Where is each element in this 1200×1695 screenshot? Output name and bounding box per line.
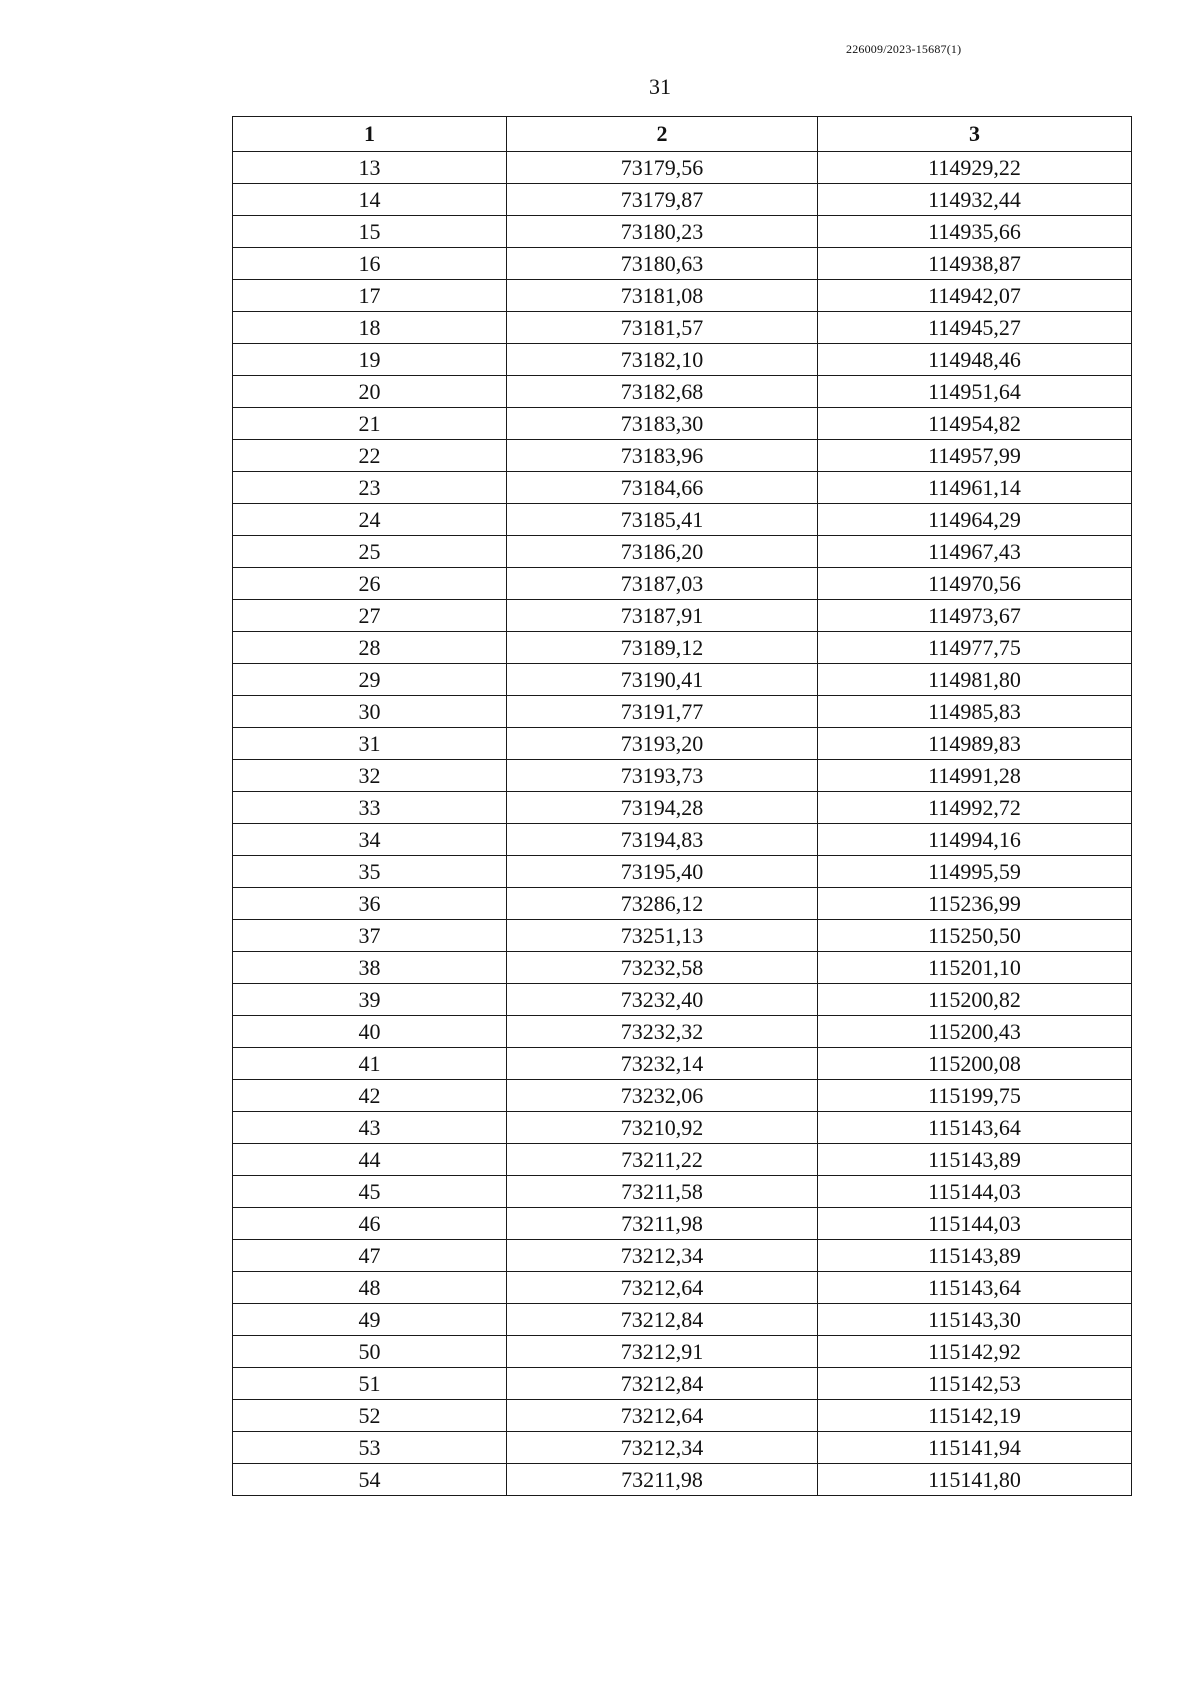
- table-row: [233, 1464, 1132, 1496]
- table-cell-col-1: 40: [233, 1016, 507, 1048]
- table-cell-col-3: 115143,30: [818, 1304, 1132, 1336]
- table-row: [233, 152, 1132, 184]
- table-cell-col-1: 44: [233, 1144, 507, 1176]
- table-cell-col-1: 24: [233, 504, 507, 536]
- table-cell-col-2: 73191,77: [507, 696, 818, 728]
- table-row: [233, 888, 1132, 920]
- table-cell-col-2: 73232,58: [507, 952, 818, 984]
- table-cell-col-2: 73180,63: [507, 248, 818, 280]
- table-cell-col-3: 115141,94: [818, 1432, 1132, 1464]
- table-cell-col-3: 114989,83: [818, 728, 1132, 760]
- coordinates-table-container: [232, 116, 1131, 1496]
- table-cell-col-1: 50: [233, 1336, 507, 1368]
- table-cell-col-1: 53: [233, 1432, 507, 1464]
- table-cell-col-3: 114970,56: [818, 568, 1132, 600]
- table-cell-col-2: 73212,91: [507, 1336, 818, 1368]
- table-cell-col-2: 73212,64: [507, 1272, 818, 1304]
- table-row: [233, 760, 1132, 792]
- table-row: [233, 856, 1132, 888]
- table-cell-col-2: 73212,64: [507, 1400, 818, 1432]
- table-cell-col-1: 47: [233, 1240, 507, 1272]
- table-cell-col-2: 73187,03: [507, 568, 818, 600]
- table-cell-col-1: 20: [233, 376, 507, 408]
- table-row: [233, 216, 1132, 248]
- table-cell-col-2: 73179,56: [507, 152, 818, 184]
- table-cell-col-2: 73232,32: [507, 1016, 818, 1048]
- table-cell-col-2: 73286,12: [507, 888, 818, 920]
- table-cell-col-1: 45: [233, 1176, 507, 1208]
- table-cell-col-3: 114957,99: [818, 440, 1132, 472]
- table-cell-col-3: 114964,29: [818, 504, 1132, 536]
- table-cell-col-1: 15: [233, 216, 507, 248]
- table-cell-col-1: 54: [233, 1464, 507, 1496]
- table-row: [233, 824, 1132, 856]
- table-cell-col-2: 73232,14: [507, 1048, 818, 1080]
- table-cell-col-3: 115143,64: [818, 1112, 1132, 1144]
- table-row: [233, 1048, 1132, 1080]
- table-cell-col-3: 114992,72: [818, 792, 1132, 824]
- table-cell-col-3: 114954,82: [818, 408, 1132, 440]
- table-cell-col-3: 115200,43: [818, 1016, 1132, 1048]
- table-row: [233, 344, 1132, 376]
- table-cell-col-1: 38: [233, 952, 507, 984]
- table-row: [233, 248, 1132, 280]
- table-cell-col-3: 114961,14: [818, 472, 1132, 504]
- table-cell-col-2: 73211,98: [507, 1464, 818, 1496]
- table-row: [233, 1144, 1132, 1176]
- table-cell-col-2: 73232,06: [507, 1080, 818, 1112]
- table-cell-col-2: 73185,41: [507, 504, 818, 536]
- table-cell-col-2: 73251,13: [507, 920, 818, 952]
- table-cell-col-1: 32: [233, 760, 507, 792]
- table-cell-col-1: 36: [233, 888, 507, 920]
- table-cell-col-1: 28: [233, 632, 507, 664]
- table-cell-col-1: 41: [233, 1048, 507, 1080]
- table-cell-col-2: 73182,10: [507, 344, 818, 376]
- table-cell-col-3: 114942,07: [818, 280, 1132, 312]
- table-cell-col-2: 73211,58: [507, 1176, 818, 1208]
- table-row: [233, 984, 1132, 1016]
- table-cell-col-2: 73189,12: [507, 632, 818, 664]
- table-cell-col-2: 73179,87: [507, 184, 818, 216]
- table-cell-col-1: 35: [233, 856, 507, 888]
- table-cell-col-3: 114967,43: [818, 536, 1132, 568]
- table-cell-col-2: 73210,92: [507, 1112, 818, 1144]
- table-cell-col-1: 26: [233, 568, 507, 600]
- table-row: [233, 952, 1132, 984]
- table-row: [233, 920, 1132, 952]
- table-cell-col-3: 115250,50: [818, 920, 1132, 952]
- table-cell-col-3: 115142,19: [818, 1400, 1132, 1432]
- table-cell-col-3: 114994,16: [818, 824, 1132, 856]
- document-id: 226009/2023-15687(1): [846, 42, 962, 56]
- table-cell-col-1: 43: [233, 1112, 507, 1144]
- table-row: [233, 472, 1132, 504]
- table-cell-col-2: 73181,57: [507, 312, 818, 344]
- table-cell-col-3: 115200,08: [818, 1048, 1132, 1080]
- table-cell-col-2: 73194,83: [507, 824, 818, 856]
- table-cell-col-1: 33: [233, 792, 507, 824]
- table-cell-col-1: 51: [233, 1368, 507, 1400]
- table-row: [233, 1368, 1132, 1400]
- table-cell-col-1: 14: [233, 184, 507, 216]
- table-cell-col-1: 34: [233, 824, 507, 856]
- table-cell-col-2: 73194,28: [507, 792, 818, 824]
- table-cell-col-1: 31: [233, 728, 507, 760]
- table-cell-col-1: 42: [233, 1080, 507, 1112]
- table-cell-col-1: 23: [233, 472, 507, 504]
- table-cell-col-1: 17: [233, 280, 507, 312]
- table-body: [233, 152, 1132, 1496]
- table-cell-col-3: 115144,03: [818, 1208, 1132, 1240]
- table-cell-col-2: 73193,73: [507, 760, 818, 792]
- table-row: [233, 1272, 1132, 1304]
- table-cell-col-2: 73211,98: [507, 1208, 818, 1240]
- table-header-row: [233, 117, 1132, 152]
- table-cell-col-2: 73212,34: [507, 1240, 818, 1272]
- table-cell-col-3: 114932,44: [818, 184, 1132, 216]
- table-cell-col-1: 27: [233, 600, 507, 632]
- table-cell-col-2: 73190,41: [507, 664, 818, 696]
- table-cell-col-3: 115200,82: [818, 984, 1132, 1016]
- table-cell-col-3: 114948,46: [818, 344, 1132, 376]
- table-row: [233, 408, 1132, 440]
- table-cell-col-3: 115236,99: [818, 888, 1132, 920]
- table-cell-col-3: 114929,22: [818, 152, 1132, 184]
- table-row: [233, 632, 1132, 664]
- table-cell-col-1: 30: [233, 696, 507, 728]
- table-cell-col-2: 73183,96: [507, 440, 818, 472]
- table-cell-col-3: 114991,28: [818, 760, 1132, 792]
- table-row: [233, 1080, 1132, 1112]
- table-row: [233, 1176, 1132, 1208]
- table-cell-col-2: 73193,20: [507, 728, 818, 760]
- table-cell-col-3: 114981,80: [818, 664, 1132, 696]
- table-cell-col-3: 115143,89: [818, 1240, 1132, 1272]
- table-cell-col-3: 115142,92: [818, 1336, 1132, 1368]
- table-row: [233, 440, 1132, 472]
- table-cell-col-1: 22: [233, 440, 507, 472]
- table-cell-col-3: 115199,75: [818, 1080, 1132, 1112]
- table-cell-col-3: 114951,64: [818, 376, 1132, 408]
- table-row: [233, 696, 1132, 728]
- table-cell-col-1: 49: [233, 1304, 507, 1336]
- table-cell-col-1: 39: [233, 984, 507, 1016]
- table-row: [233, 1336, 1132, 1368]
- table-cell-col-2: 73232,40: [507, 984, 818, 1016]
- table-row: [233, 280, 1132, 312]
- table-cell-col-1: 48: [233, 1272, 507, 1304]
- table-cell-col-2: 73182,68: [507, 376, 818, 408]
- table-cell-col-3: 114995,59: [818, 856, 1132, 888]
- table-cell-col-2: 73187,91: [507, 600, 818, 632]
- table-row: [233, 536, 1132, 568]
- table-cell-col-1: 19: [233, 344, 507, 376]
- table-cell-col-2: 73180,23: [507, 216, 818, 248]
- table-row: [233, 728, 1132, 760]
- page-number: 31: [649, 74, 671, 99]
- table-row: [233, 600, 1132, 632]
- table-cell-col-1: 37: [233, 920, 507, 952]
- table-cell-col-1: 18: [233, 312, 507, 344]
- table-cell-col-1: 21: [233, 408, 507, 440]
- table-cell-col-3: 114938,87: [818, 248, 1132, 280]
- table-cell-col-2: 73181,08: [507, 280, 818, 312]
- table-cell-col-2: 73184,66: [507, 472, 818, 504]
- table-cell-col-1: 25: [233, 536, 507, 568]
- table-cell-col-1: 16: [233, 248, 507, 280]
- table-cell-col-2: 73212,84: [507, 1304, 818, 1336]
- table-cell-col-3: 114977,75: [818, 632, 1132, 664]
- table-cell-col-2: 73212,84: [507, 1368, 818, 1400]
- table-row: [233, 1400, 1132, 1432]
- table-cell-col-3: 115142,53: [818, 1368, 1132, 1400]
- table-row: [233, 1432, 1132, 1464]
- column-header-1: 1: [233, 117, 507, 152]
- table-cell-col-2: 73183,30: [507, 408, 818, 440]
- column-header-2: 2: [507, 117, 818, 152]
- table-row: [233, 1304, 1132, 1336]
- table-cell-col-3: 114985,83: [818, 696, 1132, 728]
- table-cell-col-3: 114973,67: [818, 600, 1132, 632]
- table-cell-col-3: 114935,66: [818, 216, 1132, 248]
- table-row: [233, 312, 1132, 344]
- table-cell-col-3: 114945,27: [818, 312, 1132, 344]
- table-cell-col-3: 115143,64: [818, 1272, 1132, 1304]
- table-cell-col-3: 115144,03: [818, 1176, 1132, 1208]
- table-row: [233, 1240, 1132, 1272]
- table-row: [233, 568, 1132, 600]
- table-cell-col-1: 13: [233, 152, 507, 184]
- table-row: [233, 1016, 1132, 1048]
- table-row: [233, 792, 1132, 824]
- column-header-3: 3: [818, 117, 1132, 152]
- table-row: [233, 184, 1132, 216]
- table-row: [233, 1208, 1132, 1240]
- table-cell-col-2: 73186,20: [507, 536, 818, 568]
- table-cell-col-2: 73195,40: [507, 856, 818, 888]
- table-cell-col-2: 73211,22: [507, 1144, 818, 1176]
- table-cell-col-3: 115201,10: [818, 952, 1132, 984]
- table-row: [233, 1112, 1132, 1144]
- table-cell-col-3: 115143,89: [818, 1144, 1132, 1176]
- table-cell-col-1: 52: [233, 1400, 507, 1432]
- table-cell-col-1: 46: [233, 1208, 507, 1240]
- table-row: [233, 504, 1132, 536]
- table-row: [233, 664, 1132, 696]
- table-cell-col-2: 73212,34: [507, 1432, 818, 1464]
- coordinates-table: [232, 116, 1132, 1496]
- table-cell-col-1: 29: [233, 664, 507, 696]
- table-cell-col-3: 115141,80: [818, 1464, 1132, 1496]
- table-row: [233, 376, 1132, 408]
